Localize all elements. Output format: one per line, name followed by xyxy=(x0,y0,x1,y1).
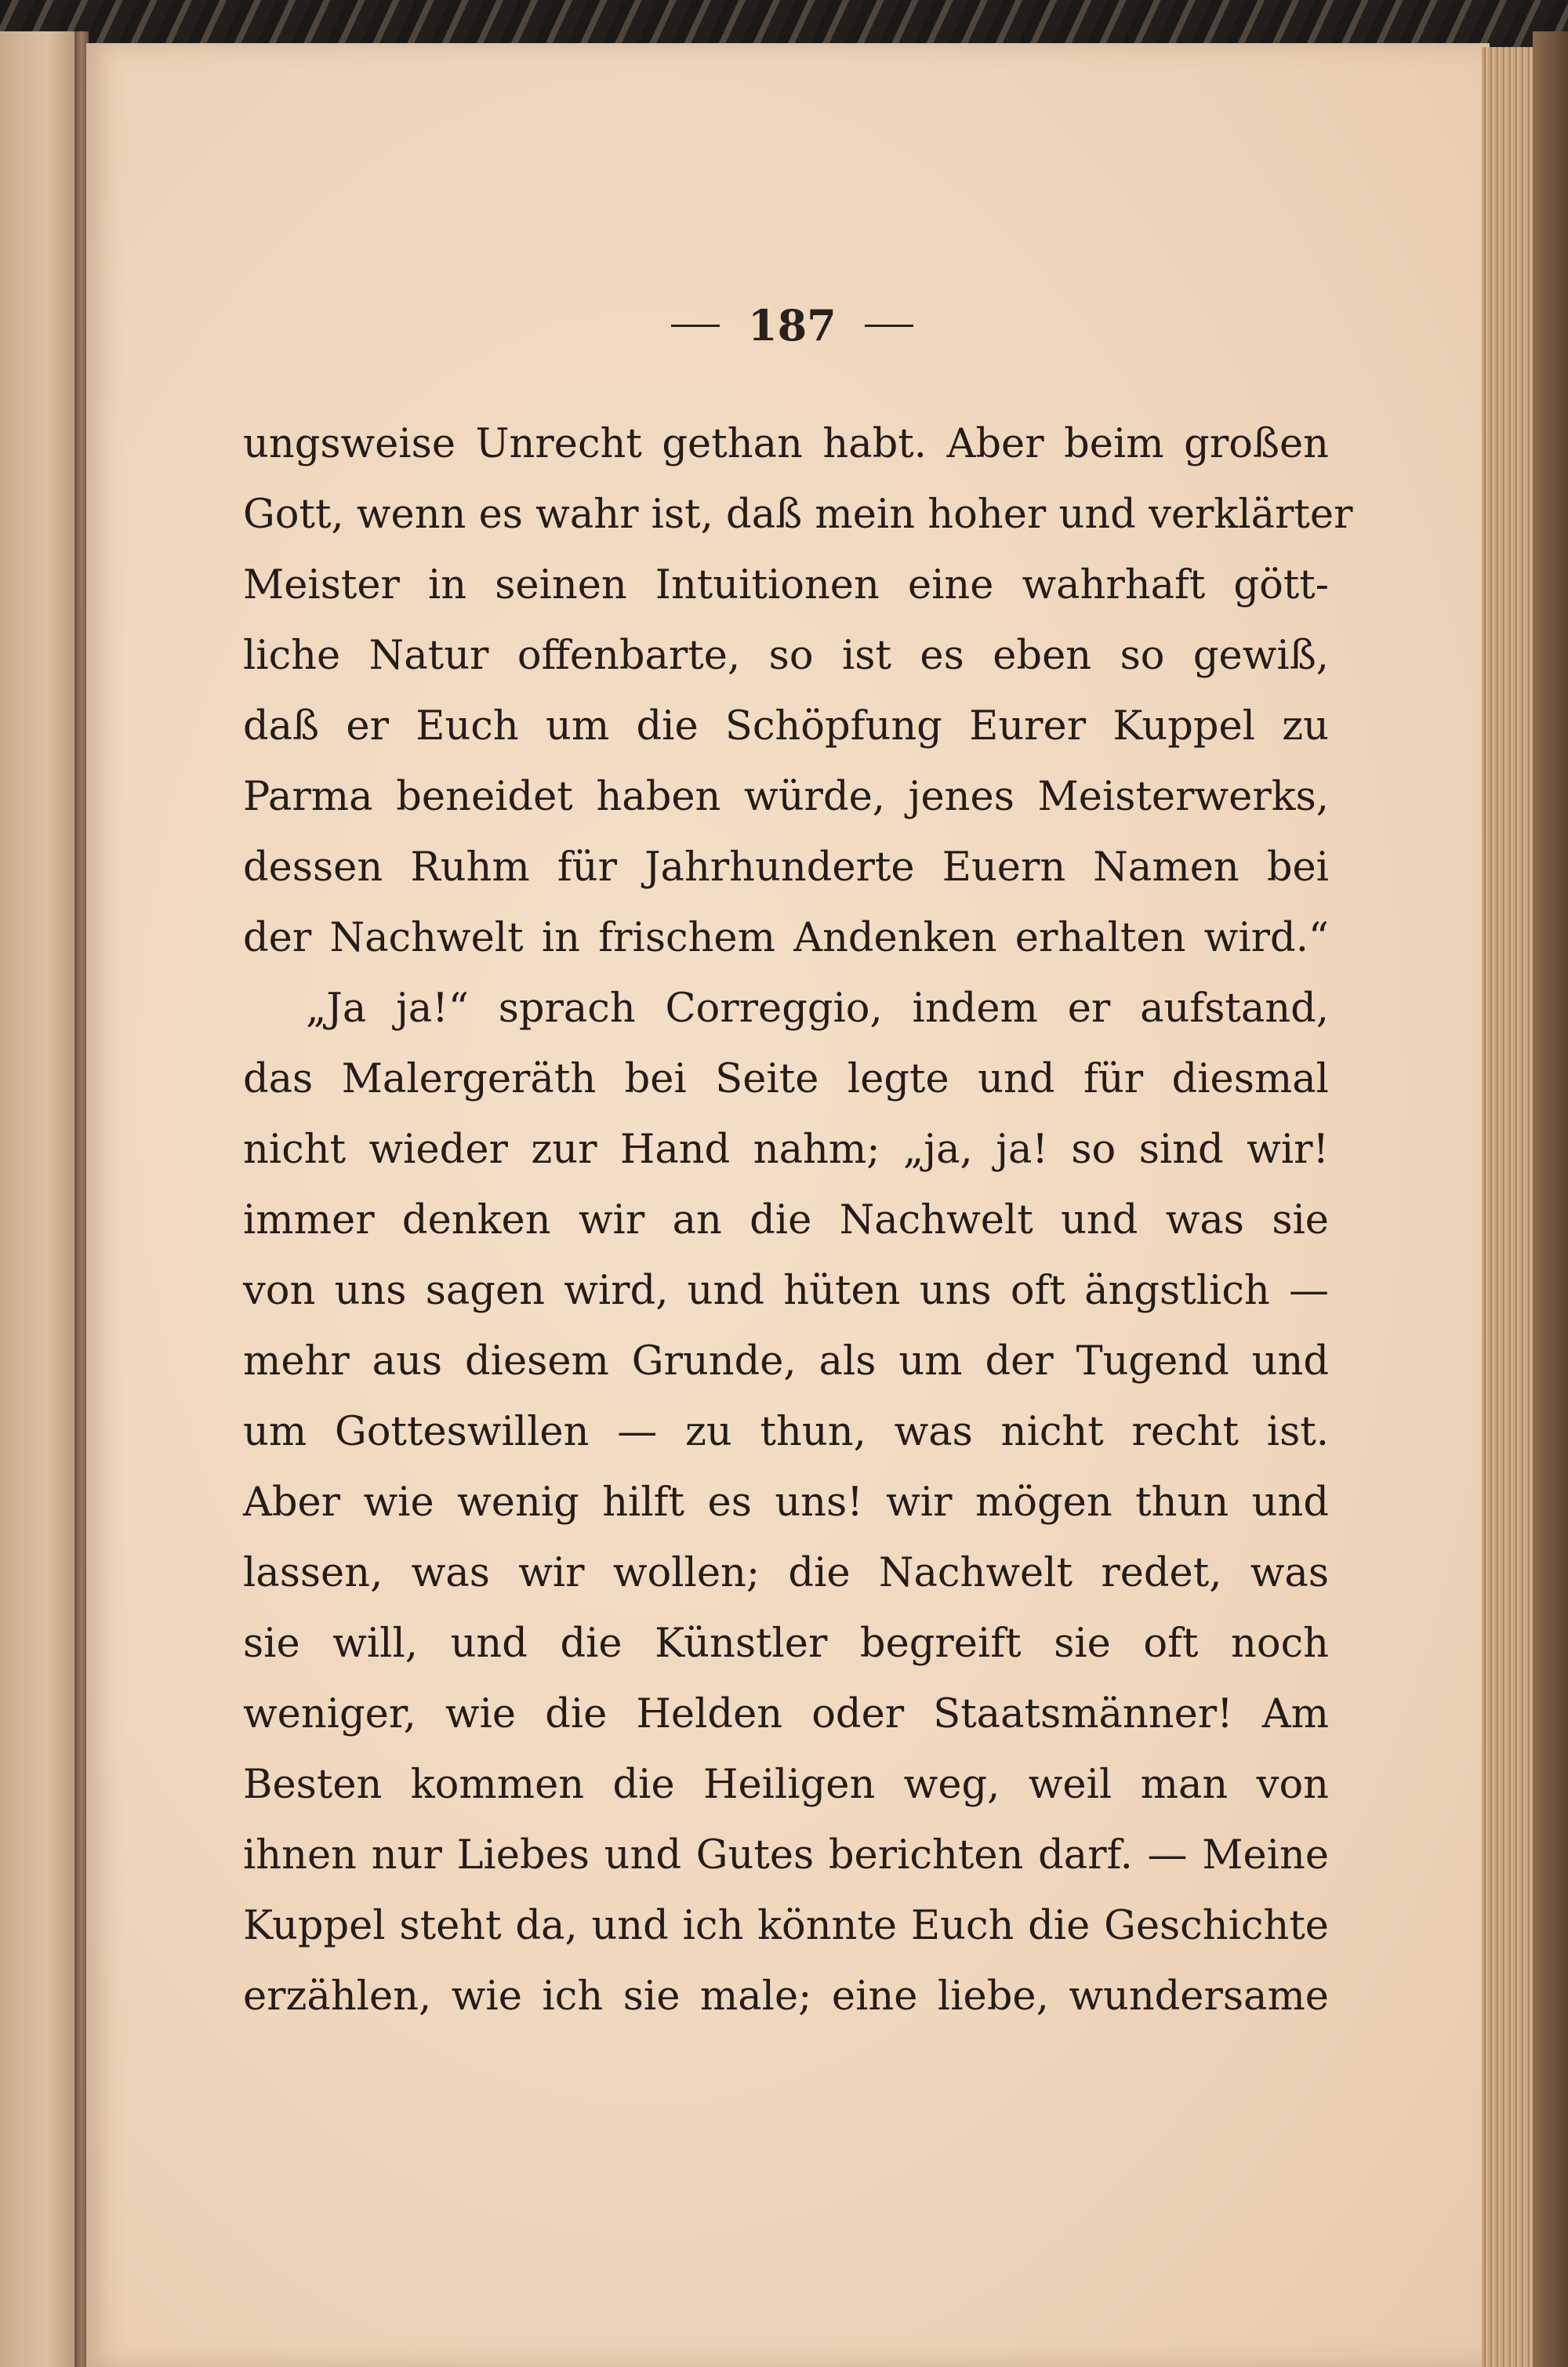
text-line: immer denken wir an die Nachwelt und was sie xyxy=(243,1197,1329,1243)
text-line: Parma beneidet haben würde, jenes Meisterwerks, xyxy=(243,774,1329,820)
text-line: Aber wie wenig hilft es uns! wir mögen thun und xyxy=(243,1479,1329,1526)
text-line: Meister in seinen Intuitionen eine wahrhaft gött- xyxy=(243,562,1329,608)
text-line: nicht wieder zur Hand nahm; „ja, ja! so sind wir! xyxy=(243,1127,1329,1173)
text-line: ungsweise Unrecht gethan habt. Aber beim großen xyxy=(243,421,1329,467)
text-line: sie will, und die Künstler begreift sie oft noch xyxy=(243,1621,1329,1667)
text-line: der Nachwelt in frischem Andenken erhalten wird.“ xyxy=(243,915,1329,961)
text-line: Gott, wenn es wahr ist, daß mein hoher und verklärter xyxy=(243,492,1353,538)
page-header xyxy=(643,298,942,353)
text-line: liche Natur offenbarte, so ist es eben so gewiß, xyxy=(243,633,1329,679)
page-number: 187 xyxy=(748,300,837,350)
body-text xyxy=(243,409,1353,2032)
text-line: ihnen nur Liebes und Gutes berichten darf. — Meine xyxy=(243,1832,1329,1879)
header-dash-right xyxy=(865,325,913,327)
text-line: „Ja ja!“ sprach Correggio, indem er aufstand, xyxy=(306,986,1329,1032)
text-line: um Gotteswillen — zu thun, was nicht recht ist. xyxy=(243,1409,1329,1455)
text-line: das Malergeräth bei Seite legte und für diesmal xyxy=(243,1056,1329,1102)
text-line: daß er Euch um die Schöpfung Eurer Kuppel zu xyxy=(243,703,1329,750)
text-line: Kuppel steht da, und ich könnte Euch die Geschichte xyxy=(243,1903,1329,1949)
text-line: mehr aus diesem Grunde, als um der Tugend und xyxy=(243,1338,1329,1385)
text-line: weniger, wie die Helden oder Staatsmänner! Am xyxy=(243,1691,1329,1737)
cover-right-edge xyxy=(1533,31,1568,2367)
text-line: dessen Ruhm für Jahrhunderte Euern Namen bei xyxy=(243,844,1329,891)
previous-page-edge xyxy=(0,31,78,2367)
text-line: von uns sagen wird, und hüten uns oft ängstlich — xyxy=(243,1268,1329,1314)
header-dash-left xyxy=(671,325,720,327)
text-line: Besten kommen die Heiligen weg, weil man von xyxy=(243,1762,1329,1808)
text-line: erzählen, wie ich sie male; eine liebe, wundersame xyxy=(243,1973,1329,2020)
text-line: lassen, was wir wollen; die Nachwelt redet, was xyxy=(243,1550,1329,1596)
